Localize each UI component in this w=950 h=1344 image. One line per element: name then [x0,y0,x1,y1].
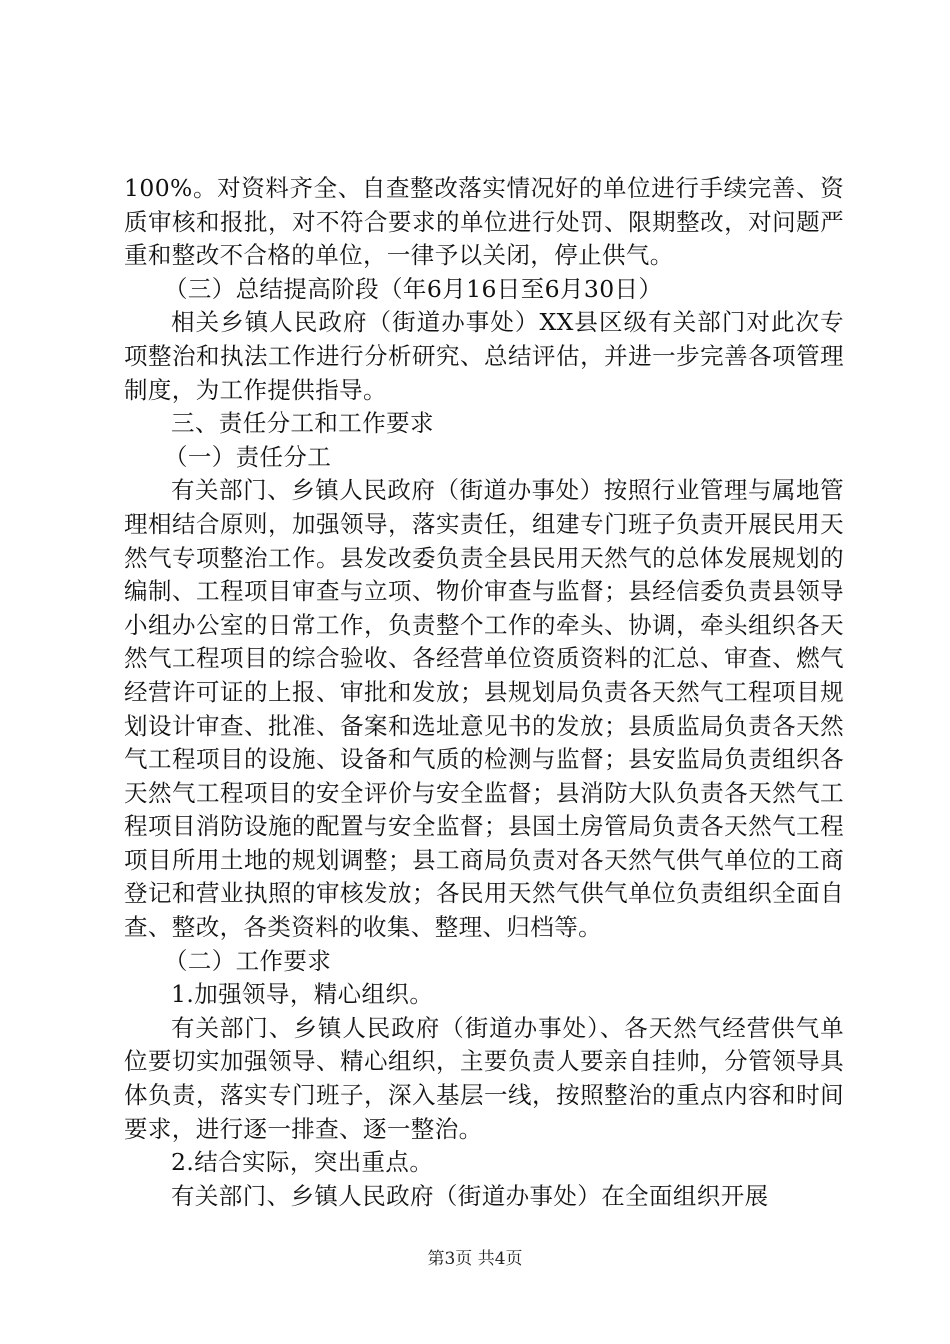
page-number-footer: 第3页 共4页 [427,1249,523,1269]
paragraph-continuation: 100%。对资料齐全、自查整改落实情况好的单位进行手续完善、资质审核和报批，对不符合要求的单位进行处罚、限期整改，对问题严重和整改不合格的单位，一律予以关闭，停止供气。 [124,174,844,270]
paragraph-item-1: 有关部门、乡镇人民政府（街道办事处）、各天然气经营供气单位要切实加强领导、精心组织，主要负责人要亲自挂帅，分管领导具体负责，落实专门班子，深入基层一线，按照整治的重点内容和时间要求，进行逐一排查、逐一整治。 [124,1013,844,1143]
section-heading-responsibility: 三、责任分工和工作要求 [171,409,434,438]
item-heading-1: 1.加强领导，精心组织。 [171,980,434,1009]
subheading-division-of-duties: （一）责任分工 [163,442,332,471]
item-heading-2: 2.结合实际，突出重点。 [171,1148,434,1177]
section-heading-summary-stage: （三）总结提高阶段（年6月16日至6月30日） [163,274,663,303]
paragraph-division-of-duties: 有关部门、乡镇人民政府（街道办事处）按照行业管理与属地管理相结合原则，加强领导，落实责任，组建专门班子负责开展民用天然气专项整治工作。县发改委负责全县民用天然气的总体发展规划的编制、工程项目审查与立项、物价审查与监督；县经信委负责县领导小组办公室的日常工作，负责整个工作的牵头、协调，牵头组织各天然气工程项目的综合验收、各经营单位资质资料的汇总、审查、燃气经营许可证的上报、审批和发放；县规划局负责各天然气工程项目规划设计审查、批准、备案和选址意见书的发放；县质监局负责各天然气工程项目的设施、设备和气质的检测与监督；县安监局负责组织各天然气工程项目的安全评价与安全监督；县消防大队负责各天然气工程项目消防设施的配置与安全监督；县国土房管局负责各天然气工程项目所用土地的规划调整；县工商局负责对各天然气供气单位的工商登记和营业执照的审核发放；各民用天然气供气单位负责组织全面自查、整改，各类资料的收集、整理、归档等。 [124,476,844,942]
subheading-work-requirements: （二）工作要求 [163,946,332,975]
document-body [124,172,844,1213]
paragraph-item-2: 有关部门、乡镇人民政府（街道办事处）在全面组织开展 [171,1181,769,1210]
paragraph-summary: 相关乡镇人民政府（街道办事处）XX县区级有关部门对此次专项整治和执法工作进行分析研究、总结评估，并进一步完善各项管理制度，为工作提供指导。 [124,308,844,404]
